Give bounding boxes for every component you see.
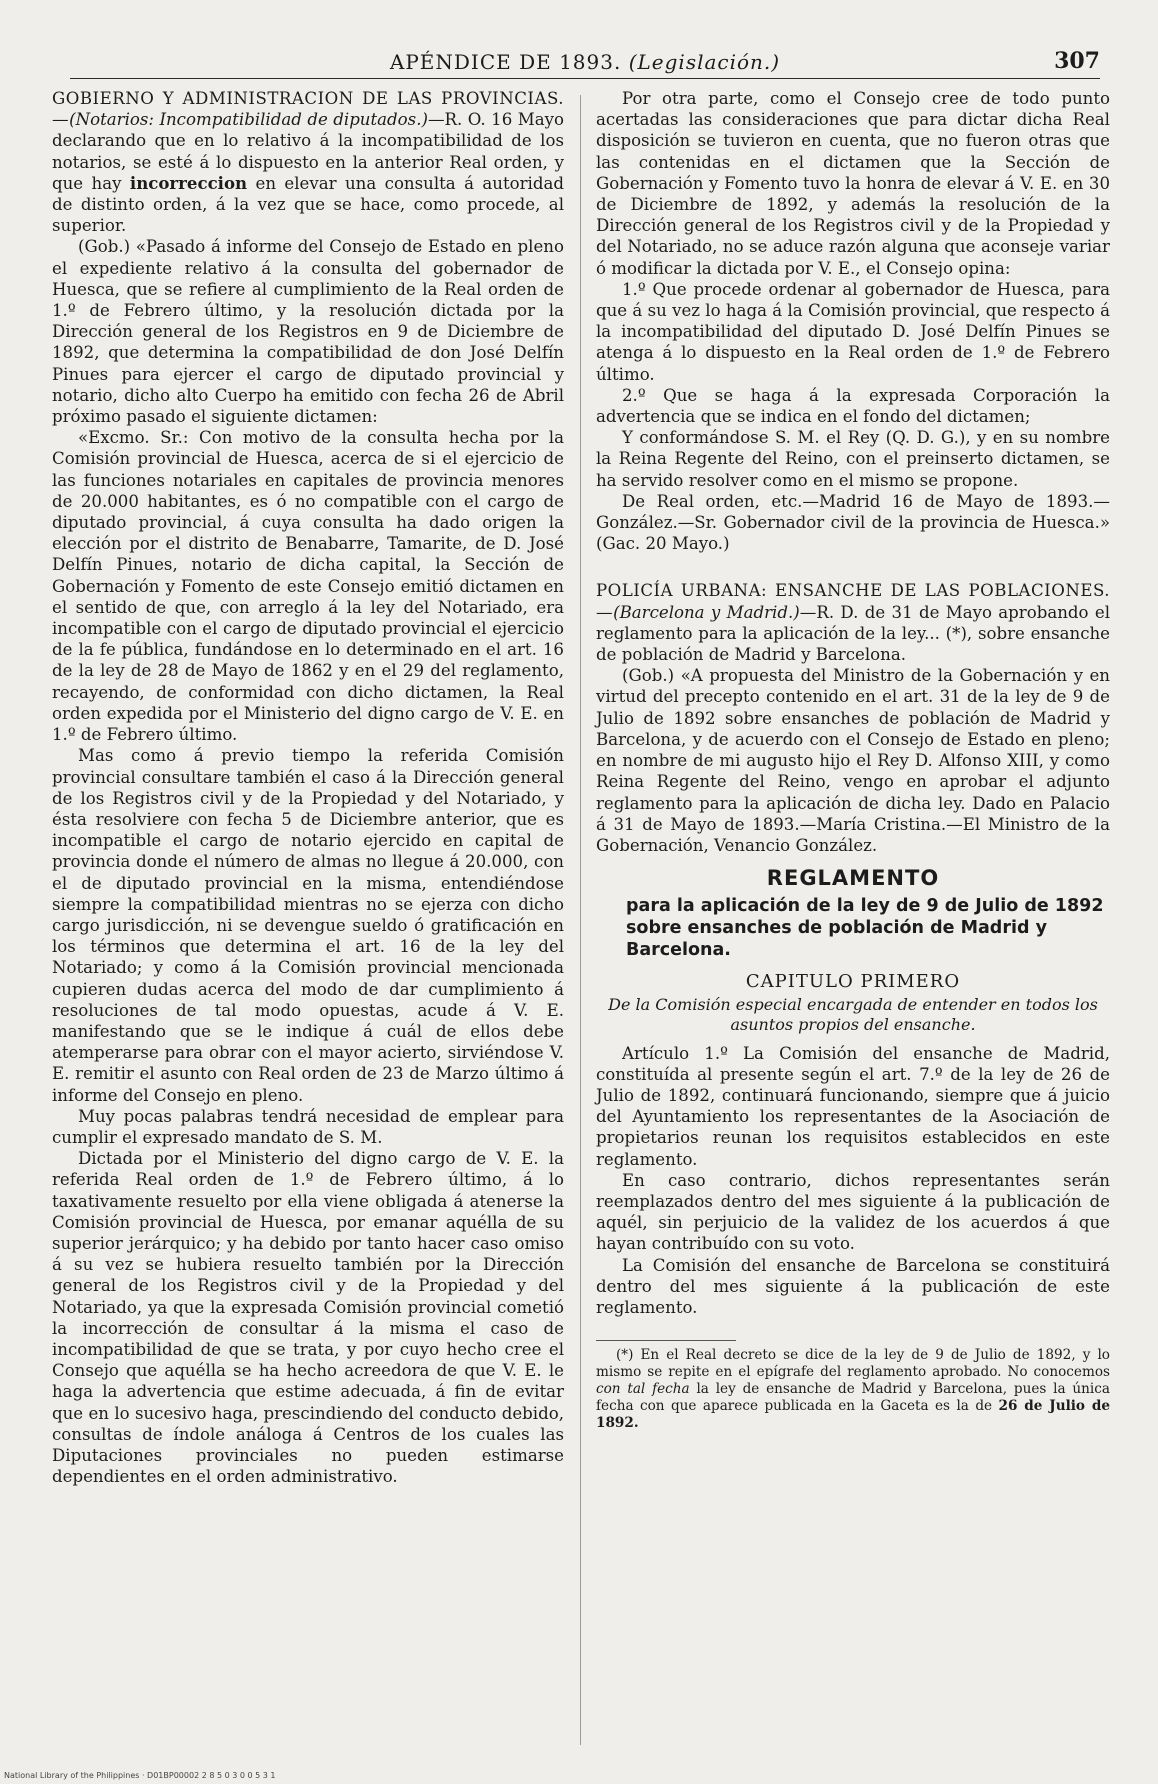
running-head bbox=[70, 48, 1100, 79]
running-title bbox=[70, 50, 1100, 74]
reglamento-title: REGLAMENTO bbox=[766, 866, 940, 891]
footnote-bold: 26 de Julio de 1892. bbox=[596, 1398, 1110, 1432]
paragraph: 1.º Que procede ordenar al gobernador de Huesca, para que á su vez lo haga á la Comisión provincial, que respecto á la incompatibilidad del diputado D. José Delfín Pinues se atenga á lo dispuesto en la Real orden de 1.º de Febrero último. bbox=[596, 279, 1110, 384]
library-stamp: National Library of the Philippines · D01BP00002 2 8 5 0 3 0 0 5 3 1 bbox=[4, 1771, 276, 1780]
paragraph: De Real orden, etc.—Madrid 16 de Mayo de 1893.—González.—Sr. Gobernador civil de la provincia de Huesca.» (Gac. 20 Mayo.) bbox=[596, 491, 1110, 554]
running-title-text: APÉNDICE DE 1893. bbox=[389, 50, 622, 74]
entry-heading-bold: incorreccion bbox=[129, 172, 248, 193]
footnote-rule bbox=[596, 1340, 736, 1341]
footnote-italic: con tal fecha bbox=[596, 1381, 690, 1398]
article-paragraph: La Comisión del ensanche de Barcelona se constituirá dentro del mes siguiente á la publicación de este reglamento. bbox=[596, 1255, 1110, 1317]
paragraph: (Gob.) «A propuesta del Ministro de la Gobernación y en virtud del precepto contenido en el art. 31 de la ley de 9 de Julio de 1892 sobre ensanches de población de Madrid y Barcelona, y de acuerdo con el Consejo de Estado en pleno; en nombre de mi augusto hijo el Rey D. Alfonso XIII, y como Reina Regente del Reino, vengo en aprobar el adjunto reglamento para la aplicación de dicha ley. Dado en Palacio á 31 de Mayo de 1893.—María Cristina.—El Ministro de la Gobernación, Venancio González. bbox=[596, 666, 1110, 855]
paragraph: 2.º Que se haga á la expresada Corporación la advertencia que se indica en el fondo del dictamen; bbox=[596, 385, 1110, 427]
entry-heading-caps: GOBIERNO Y ADMINISTRACION DE LAS PROVINCIAS.— bbox=[52, 89, 564, 130]
entry-heading-italic: (Barcelona y Madrid.) bbox=[613, 602, 800, 622]
paragraph: Muy pocas palabras tendrá necesidad de emplear para cumplir el expresado mandato de S. M. bbox=[52, 1106, 564, 1147]
footnote bbox=[596, 1347, 1110, 1432]
entry-heading-italic: (Notarios: Incompatibilidad de diputados.) bbox=[69, 110, 428, 130]
entry-heading-gobierno bbox=[52, 88, 564, 236]
reglamento-subtitle: para la aplicación de la ley de 9 de Julio de 1892 sobre ensanches de población de Madrid y Barcelona. bbox=[626, 896, 1104, 961]
chapter-title: CAPITULO PRIMERO bbox=[745, 971, 961, 993]
entry-heading-caps: POLICÍA URBANA: ENSANCHE DE LAS POBLACIONES.— bbox=[596, 581, 1110, 622]
article-paragraph: En caso contrario, dichos representantes serán reemplazados dentro del mes siguiente á la publicación de aquél, sin perjuicio de la validez de los acuerdos á que hayan contribuído con su voto. bbox=[596, 1170, 1110, 1254]
paragraph: (Gob.) «Pasado á informe del Consejo de Estado en pleno el expediente relativo á la consulta del gobernador de Huesca, que se refiere al cumplimiento de la Real orden de 1.º de Febrero último, y la resolución dictada por la Dirección general de los Registros en 9 de Diciembre de 1892, que determina la compatibilidad de don José Delfín Pinues para ejercer el cargo de diputado provincial y notario, dicho alto Cuerpo ha emitido con fecha 26 de Abril próximo pasado el siguiente dictamen: bbox=[52, 237, 564, 427]
entry-heading-text: —R. D. de 31 de Mayo aprobando el reglamento para la aplicación de la ley... (*), sobre ensanche de población de Madrid y Barcelona. bbox=[596, 602, 1110, 665]
paragraph: Dictada por el Ministerio del digno cargo de V. E. la referida Real orden de 1.º de Febrero último, á lo taxativamente resuelto por ella viene obligada á atenerse la Comisión provincial de Huesca, por emanar aquélla de su superior jerárquico; y ha debido por tanto hacer caso omiso á su vez se hubiera resuelto también por la Dirección general de los Registros civil y de la Propiedad y del Notariado, ya que la expresada Comisión provincial cometió la incorrección de consultar á la misma el caso de incompatibilidad de que se trata, y por cuyo hecho cree el Consejo que aquélla se ha hecho acreedora de que V. E. le haga la advertencia que estime adecuada, á fin de evitar que en lo sucesivo haga, prescindiendo del conducto debido, consultas de índole análoga á Centros de los cuales las Diputaciones provinciales no pueden estimarse dependientes en el orden administrativo. bbox=[52, 1149, 564, 1487]
column-divider bbox=[580, 95, 581, 1745]
entry-heading-policia bbox=[596, 580, 1110, 665]
paragraph: Por otra parte, como el Consejo cree de todo punto acertadas las consideraciones que para dictar dicha Real disposición se tuvieron en cuenta, que no fueron otras que las contenidas en el dictamen que la Sección de Gobernación y Fomento tuvo la honra de elevar á V. E. en 30 de Diciembre de 1892, y además la resolución de la Dirección general de los Registros civil y de la Propiedad y del Notariado, no se aduce razón alguna que aconseje variar ó modificar la dictada por V. E., el Consejo opina: bbox=[596, 89, 1110, 278]
left-column bbox=[52, 88, 564, 1487]
footnote-text-end: la ley de ensanche de Madrid y Barcelona, pues la única fecha con que aparece publicada en la Gaceta es la de bbox=[596, 1381, 1110, 1415]
chapter-subtitle: De la Comisión especial encargada de entender en todos los asuntos propios del ensanche. bbox=[608, 994, 1098, 1034]
article-paragraph: Artículo 1.º La Comisión del ensanche de Madrid, constituída al presente según el art. 7.º de la ley de 26 de Julio de 1892, continuará funcionando, siempre que á juicio del Ayuntamiento los representantes de la Asociación de propietarios reunan los requisitos establecidos en este reglamento. bbox=[596, 1043, 1110, 1169]
right-column bbox=[596, 88, 1110, 1432]
entry-heading-text: —R. O. 16 Mayo declarando que en lo relativo á la incompatibilidad de los notarios, se esté á lo dispuesto en la anterior Real orden, y que hay bbox=[52, 110, 564, 193]
page-number: 307 bbox=[1054, 48, 1100, 74]
paragraph: Y conformándose S. M. el Rey (Q. D. G.), y en su nombre la Reina Regente del Reino, con el preinserto dictamen, se ha servido resolver como en el mismo se propone. bbox=[596, 428, 1110, 490]
entry-heading-text-end: en elevar una consulta á autoridad de distinto orden, á la vez que se hace, como procede, al superior. bbox=[52, 173, 564, 236]
paragraph: «Excmo. Sr.: Con motivo de la consulta hecha por la Comisión provincial de Huesca, acerca de si el ejercicio de las funciones notariales en capitales de provincia menores de 20.000 habitantes, es ó no compatible con el cargo de diputado provincial, á cuya consulta ha dado origen la elección por el distrito de Benabarre, Tamarite, de D. José Delfín Pinues, notario de dicha capital, la Sección de Gobernación y Fomento de este Consejo emitió dictamen en el sentido de que, con arreglo á la ley del Notariado, era incompatible con el cargo de diputado provincial el ejercicio de la fe pública, fundándose en lo determinado en el art. 16 de la ley de 28 de Mayo de 1862 y en el 29 del reglamento, recayendo, de conformidad con dicho dictamen, la Real orden expedida por el Ministerio del digno cargo de V. E. en 1.º de Febrero último. bbox=[52, 428, 564, 745]
running-title-italic: (Legislación.) bbox=[628, 50, 781, 74]
paragraph: Mas como á previo tiempo la referida Comisión provincial consultare también el caso á la Dirección general de los Registros civil y de la Propiedad y del Notariado, y ésta resolviere con fecha 5 de Diciembre anterior, que es incompatible el cargo de notario ejercido en capital de provincia donde el número de almas no llegue á 20.000, con el de diputado provincial en la misma, entendiéndose siempre la compatibilidad mientras no se ejerza con dicho cargo jurisdicción, ni se devengue sueldo ó gratificación en los términos que determina el art. 16 de la ley del Notariado; y como á la Comisión provincial mencionada cupieren dudas acerca del modo de dar cumplimiento á resoluciones de tal modo opuestas, acude á V. E. manifestando que se le indique á cuál de ellos debe atemperarse para obrar con el mayor acierto, sirviéndose V. E. remitir el asunto con Real orden de 23 de Marzo último á informe del Consejo en pleno. bbox=[52, 746, 564, 1105]
section-gap bbox=[596, 554, 1110, 580]
footnote-text: (*) En el Real decreto se dice de la ley de 9 de Julio de 1892, y lo mismo se repite en el epígrafe del reglamento aprobado. No conocemos bbox=[596, 1347, 1110, 1381]
